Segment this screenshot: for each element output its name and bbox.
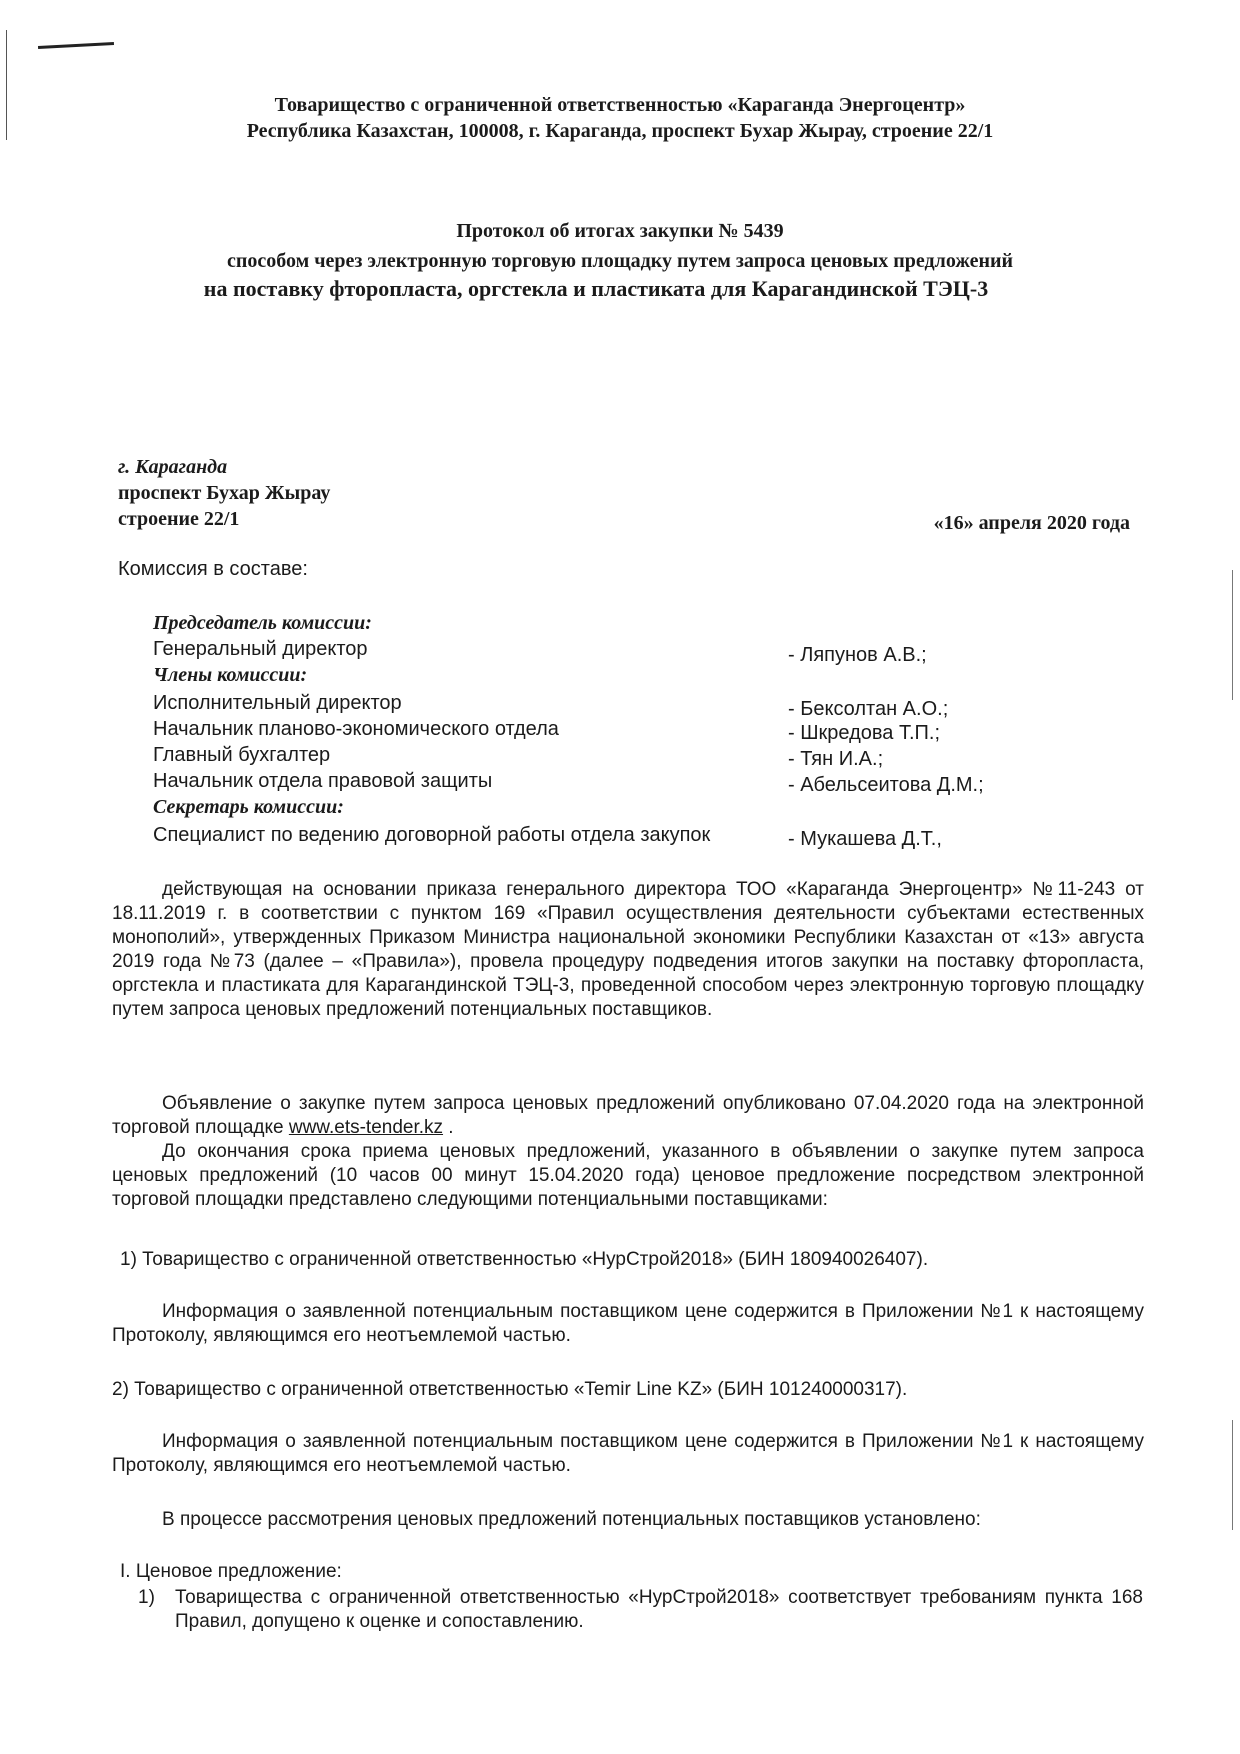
member-name: - Мукашева Д.Т., bbox=[788, 828, 942, 850]
member-position: Начальник отдела правовой защиты bbox=[153, 770, 493, 792]
supplier-1: 1) Товарищество с ограниченной ответственностью «НурСтрой2018» (БИН 180940026407). bbox=[120, 1249, 929, 1270]
member-name: - Ляпунов А.В.; bbox=[788, 644, 927, 666]
company-address: Республика Казахстан, 100008, г. Караганда, проспект Бухар Жырау, строение 22/1 bbox=[246, 120, 994, 142]
member-name: - Шкредова Т.П.; bbox=[788, 722, 941, 744]
member-name: - Бексолтан А.О.; bbox=[788, 698, 949, 720]
location-city: г. Караганда bbox=[118, 456, 228, 478]
commission-caption: Комиссия в составе: bbox=[118, 558, 308, 580]
protocol-subject: на поставку фторопласта, оргстекла и пластиката для Карагандинской ТЭЦ-3 bbox=[203, 276, 989, 301]
member-position: Главный бухгалтер bbox=[153, 744, 331, 766]
chair-label: Председатель комиссии: bbox=[153, 612, 372, 634]
member-position: Специалист по ведению договорной работы отдела закупок bbox=[153, 824, 711, 846]
member-position: Исполнительный директор bbox=[153, 692, 402, 714]
ets-tender-link[interactable]: www.ets-tender.kz bbox=[288, 1117, 444, 1138]
location-building: строение 22/1 bbox=[118, 508, 240, 530]
supplier-2: 2) Товарищество с ограниченной ответственностью «Temir Line KZ» (БИН 101240000317). bbox=[112, 1379, 908, 1400]
section-item-text: Товарищества с ограниченной ответственностью «НурСтрой2018» соответствует требованиям пункта 168 Правил, допущено к оценке и сопоставлению. bbox=[175, 1587, 1143, 1632]
announcement-end: . bbox=[443, 1117, 454, 1138]
paragraph-announcement bbox=[112, 1092, 1144, 1140]
member-position: Генеральный директор bbox=[153, 638, 368, 660]
paragraph-info-2: Информация о заявленной потенциальным поставщиком цене содержится в Приложении №1 к настоящему Протоколу, являющимся его неотъемлемой частью. bbox=[112, 1431, 1144, 1476]
paragraph-deadline: До окончания срока приема ценовых предложений, указанного в объявлении о закупке путем запроса ценовых предложений (10 часов 00 минут 15.04.2020 года) ценовое предложение посредством электронной торговой площадки представлено следующими потенциальными поставщиками: bbox=[112, 1141, 1144, 1210]
company-name: Товарищество с ограниченной ответственностью «Караганда Энергоцентр» bbox=[274, 94, 966, 116]
scan-mark bbox=[38, 42, 114, 49]
scan-edge-line bbox=[1232, 570, 1233, 700]
members-label: Члены комиссии: bbox=[153, 664, 308, 686]
protocol-subtitle: способом через электронную торговую площадку путем запроса ценовых предложений bbox=[226, 250, 1014, 272]
section-price-offer: I. Ценовое предложение: bbox=[120, 1561, 342, 1582]
paragraph-basis: действующая на основании приказа генерального директора ТОО «Караганда Энергоцентр» №11-243 от 18.11.2019 г. в соответствии с пунктом 169 «Правил осуществления деятельности субъектами естественных монополий», утвержденных Приказом Министра национальной экономики Республики Казахстан от «13» августа 2019 года №73 (далее – «Правила»), провела процедуру подведения итогов закупки на поставку фторопласта, оргстекла и пластиката для Карагандинской ТЭЦ-3, проведенной способом через электронную торговую площадку путем запроса ценовых предложений потенциальных поставщиков. bbox=[112, 879, 1144, 1020]
member-position: Начальник планово-экономического отдела bbox=[153, 718, 559, 740]
protocol-date: «16» апреля 2020 года bbox=[933, 512, 1130, 534]
section-item-number: 1) bbox=[138, 1587, 155, 1608]
location-street: проспект Бухар Жырау bbox=[118, 482, 331, 504]
member-name: - Тян И.А.; bbox=[788, 748, 884, 770]
member-name: - Абельсеитова Д.М.; bbox=[788, 774, 984, 796]
secretary-label: Секретарь комиссии: bbox=[153, 796, 344, 818]
scan-edge-line bbox=[1232, 1420, 1233, 1530]
protocol-title: Протокол об итогах закупки № 5439 bbox=[456, 220, 784, 242]
paragraph-info-1: Информация о заявленной потенциальным поставщиком цене содержится в Приложении №1 к настоящему Протоколу, являющимся его неотъемлемой частью. bbox=[112, 1301, 1144, 1346]
paragraph-review: В процессе рассмотрения ценовых предложений потенциальных поставщиков установлено: bbox=[162, 1509, 981, 1530]
announcement-text: Объявление о закупке путем запроса ценовых предложений опубликовано 07.04.2020 года на электронной торговой площадке bbox=[112, 1093, 1144, 1138]
